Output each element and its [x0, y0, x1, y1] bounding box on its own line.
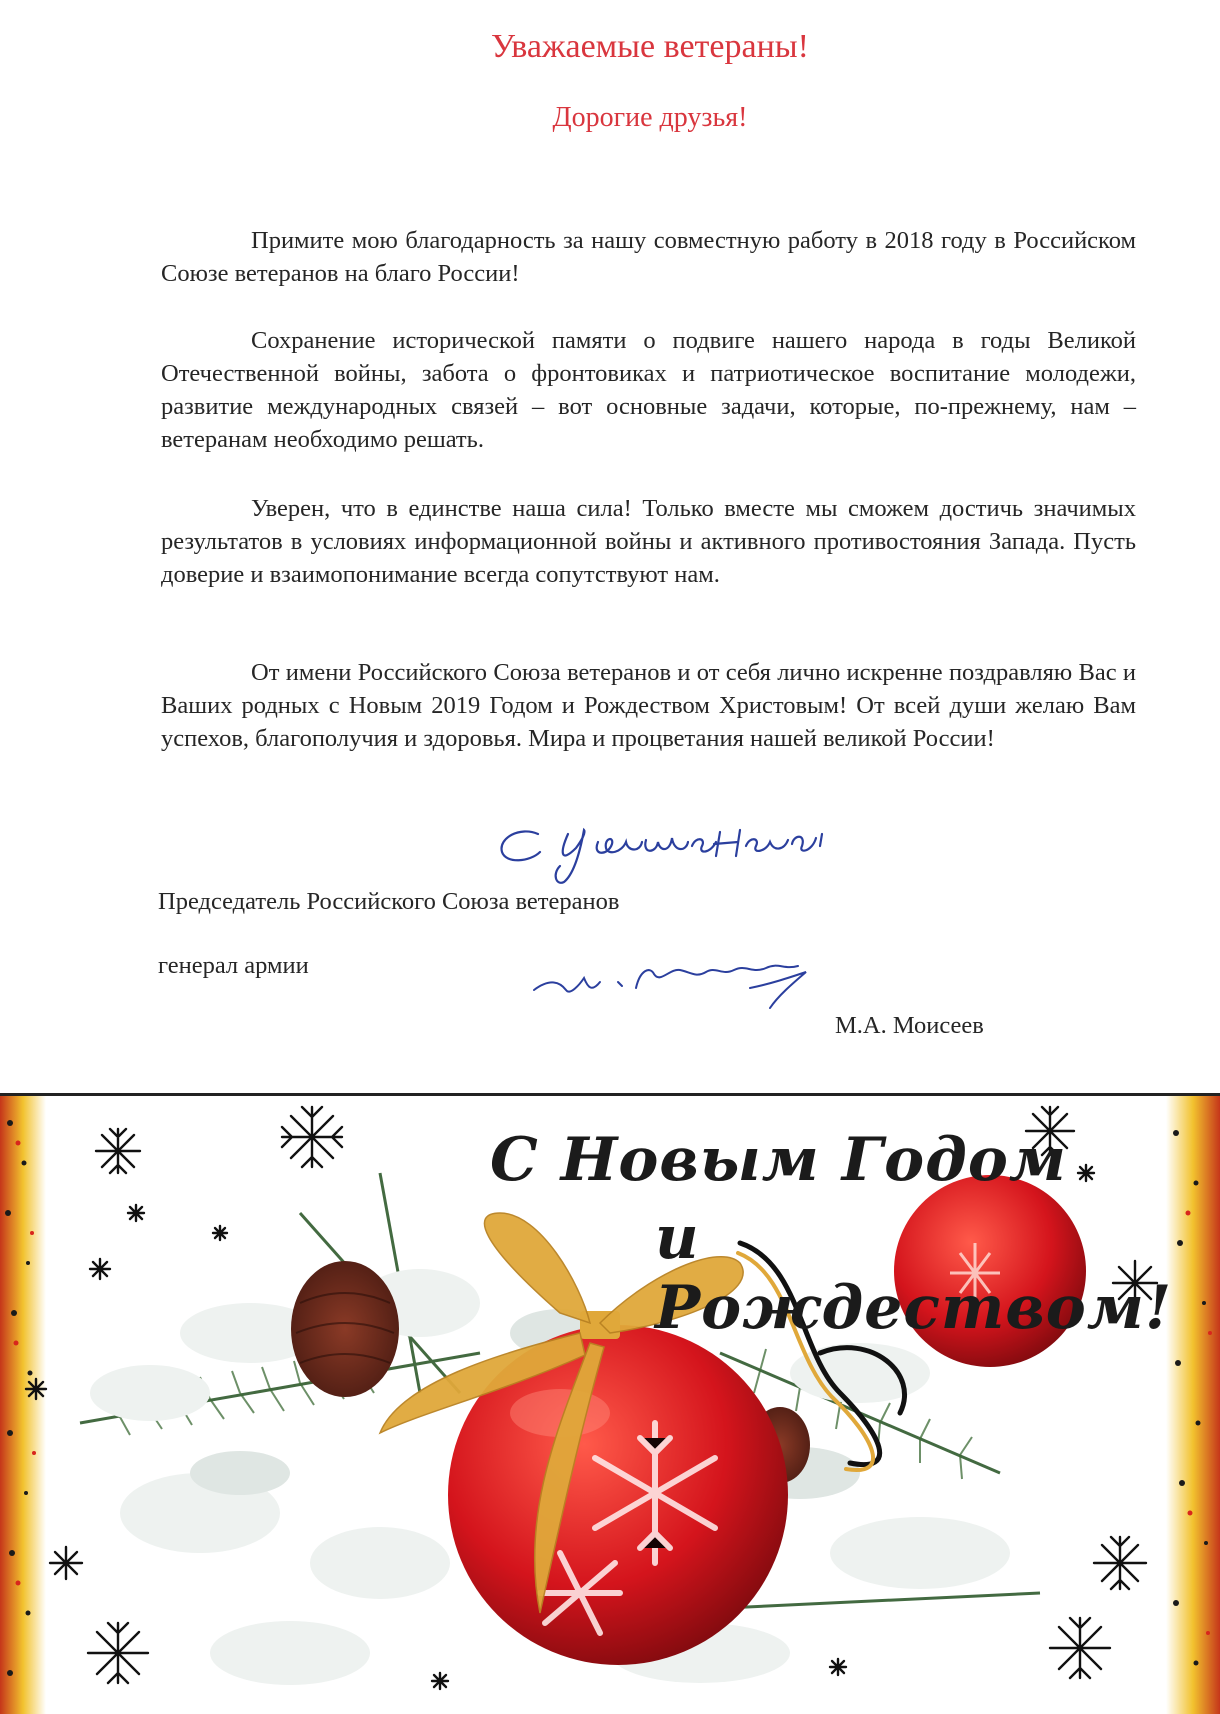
greeting-main: Уважаемые ветераны! [491, 28, 809, 65]
card-title-line1: С Новым Годом [490, 1125, 1067, 1195]
card-title-line2: и Рождеством! [655, 1203, 1173, 1343]
greeting-sub: Дорогие друзья! [552, 102, 748, 133]
greeting-card [0, 1093, 1220, 1714]
handwritten-closing [490, 812, 870, 892]
paragraph-thanks: Примите мою благодарность за нашу совместную работу в 2018 году в Российском Союзе ветеранов на благо России! [161, 227, 1136, 287]
signatory-name: М.А. Моисеев [835, 1012, 984, 1039]
paragraph-tasks: Сохранение исторической памяти о подвиге нашего народа в годы Великой Отечественной войны, забота о фронтовиках и патриотическое воспитание молодежи, развитие международных связей – вот основные задачи, которые, по-прежнему, нам – ветеранам необходимо решать. [161, 327, 1136, 453]
paragraph-unity: Уверен, что в единстве наша сила! Только вместе мы сможем достичь значимых результатов в условиях информационной войны и активного противостояния Запада. Пусть доверие и взаимопонимание всегда сопутствуют нам. [161, 495, 1136, 588]
signatory-rank: генерал армии [158, 952, 309, 979]
paragraph-congratulations: От имени Российского Союза ветеранов и от себя лично искренне поздравляю Вас и Ваших родных с Новым 2019 Годом и Рождеством Христовым! От всей души желаю Вам успехов, благополучия и здоровья. Мира и процветания нашей великой России! [161, 659, 1136, 752]
signatory-title: Председатель Российского Союза ветеранов [158, 888, 620, 915]
handwritten-signature [530, 948, 850, 1018]
